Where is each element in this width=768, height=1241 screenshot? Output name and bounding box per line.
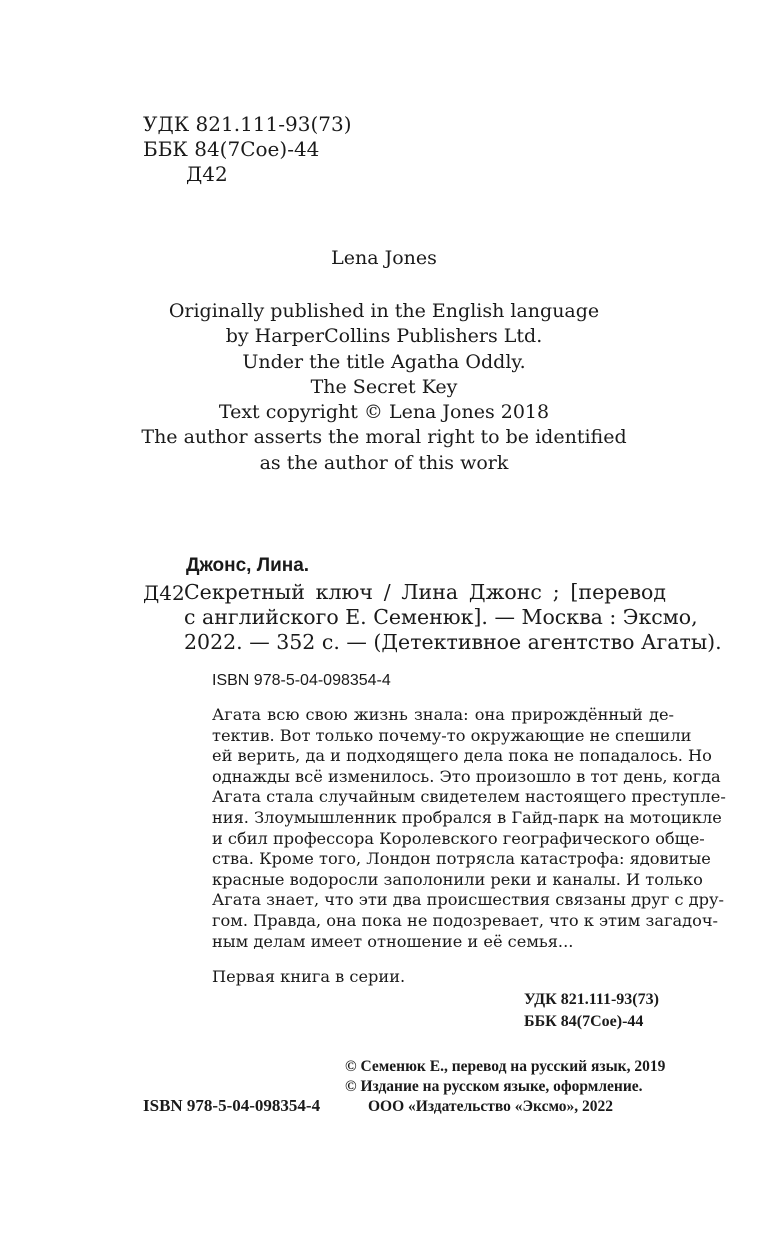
udk-code: УДК 821.111-93(73)	[143, 112, 352, 136]
bib-description-line: с английского Е. Семенюк]. — Москва : Эксмо,	[184, 605, 698, 629]
annotation-line: красные водоросли заполонили реки и каналы. И только	[212, 869, 703, 889]
copyright-line: The author asserts the moral right to be identified	[141, 426, 627, 449]
annotation	[212, 705, 726, 952]
annotation-line: Агата стала случайным свидетелем настоящего преступле-	[212, 787, 726, 807]
copyright-translation: © Семенюк Е., перевод на русский язык, 2019	[345, 1058, 666, 1075]
bib-author-mark: Д42	[143, 581, 185, 605]
copyright-english-block	[0, 299, 768, 476]
copyright-author	[0, 246, 768, 271]
bib-isbn: ISBN 978-5-04-098354-4	[212, 672, 391, 689]
annotation-line: тектив. Вот только почему-то окружающие не спешили	[212, 725, 692, 745]
copyright-author-name: Lena Jones	[331, 247, 437, 269]
copyright-line: as the author of this work	[259, 451, 509, 474]
bottom-udk-code: УДК 821.111-93(73)	[524, 991, 659, 1008]
bbk-code: ББК 84(7Сое)-44	[143, 137, 320, 161]
annotation-line: и сбил профессора Королевского географического обще-	[212, 828, 705, 848]
copyright-line: Originally published in the English language	[168, 300, 600, 322]
author-mark: Д42	[186, 162, 228, 186]
series-note: Первая книга в серии.	[212, 967, 406, 986]
copyright-line: Text copyright © Lena Jones 2018	[218, 401, 550, 424]
annotation-line: однажды всё изменилось. Это произошло в тот день, когда	[212, 766, 721, 786]
bottom-bbk-code: ББК 84(7Сое)-44	[524, 1013, 644, 1030]
bib-author-heading: Джонс, Лина.	[186, 555, 310, 576]
annotation-line: ным делам имеет отношение и её семья...	[212, 931, 574, 951]
copyright-line: The Secret Key	[310, 375, 458, 398]
bib-description-line: 2022. — 352 с. — (Детективное агентство Агаты).	[184, 630, 722, 654]
imprint-isbn: ISBN 978-5-04-098354-4	[143, 1096, 321, 1115]
annotation-line: Агата знает, что эти два происшествия связаны друг с дру-	[212, 890, 724, 910]
annotation-line: ния. Злоумышленник пробрался в Гайд-парк на мотоцикле	[212, 807, 722, 827]
copyright-line: by HarperCollins Publishers Ltd.	[225, 325, 543, 348]
annotation-line: гом. Правда, она пока не подозревает, что к этим загадоч-	[212, 910, 719, 930]
bib-description-line: Секретный ключ / Лина Джонс ; [перевод	[184, 580, 666, 604]
annotation-line: Агата всю свою жизнь знала: она прирождённый де-	[212, 705, 674, 724]
bib-description	[184, 580, 722, 655]
copyright-publisher: ООО «Издательство «Эксмо», 2022	[368, 1098, 614, 1115]
copyright-line: Under the title Agatha Oddly.	[242, 350, 526, 373]
annotation-line: ей верить, да и подходящего дела пока не попадалось. Но	[212, 746, 712, 766]
annotation-line: ства. Кроме того, Лондон потрясла катастрофа: ядовитые	[212, 849, 711, 869]
copyright-edition: © Издание на русском языке, оформление.	[345, 1078, 643, 1095]
